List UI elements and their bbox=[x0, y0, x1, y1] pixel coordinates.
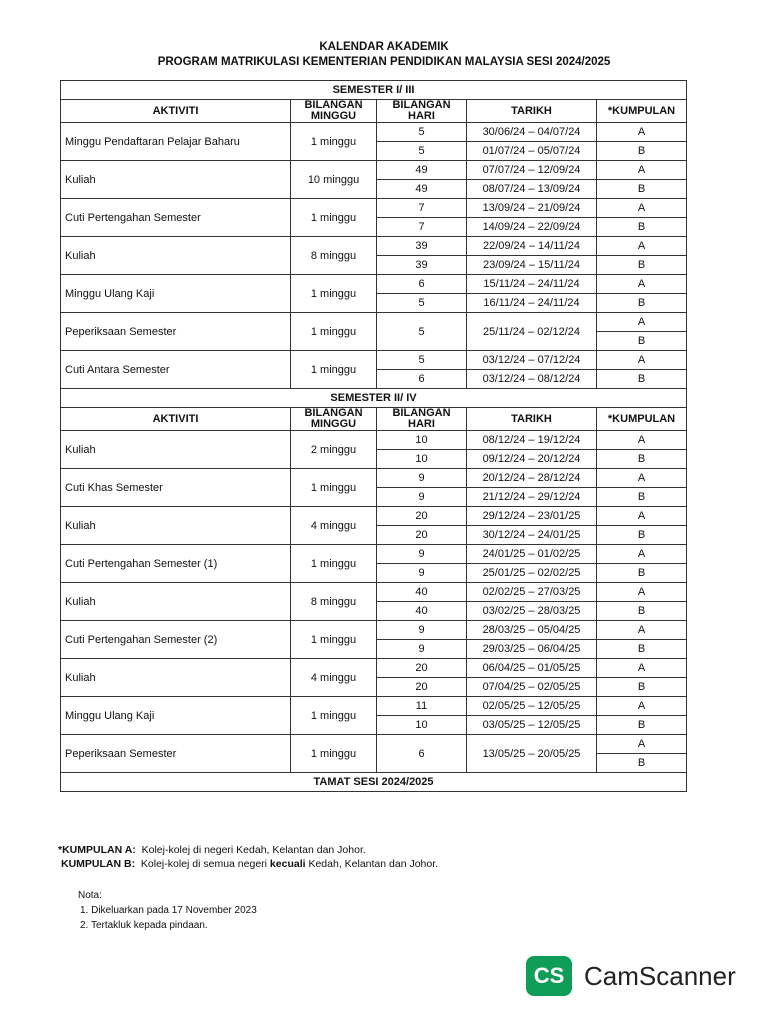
activity-group: A bbox=[597, 199, 687, 218]
end-row bbox=[61, 773, 687, 792]
activity-group: B bbox=[597, 294, 687, 313]
activity-name: Kuliah bbox=[61, 431, 291, 469]
activity-group: B bbox=[597, 640, 687, 659]
activity-group: A bbox=[597, 431, 687, 450]
activity-date: 08/07/24 – 13/09/24 bbox=[467, 180, 597, 199]
nota-item-2: 2. Tertakluk kepada pindaan. bbox=[80, 920, 208, 931]
activity-days: 39 bbox=[377, 256, 467, 275]
activity-group: A bbox=[597, 275, 687, 294]
activity-group: B bbox=[597, 180, 687, 199]
activity-weeks: 1 minggu bbox=[291, 697, 377, 735]
activity-days: 10 bbox=[377, 431, 467, 450]
activity-name: Minggu Pendaftaran Pelajar Baharu bbox=[61, 123, 291, 161]
activity-name: Minggu Ulang Kaji bbox=[61, 275, 291, 313]
activity-date: 06/04/25 – 01/05/25 bbox=[467, 659, 597, 678]
activity-days: 40 bbox=[377, 602, 467, 621]
semester-header-row bbox=[61, 81, 687, 100]
activity-date: 02/02/25 – 27/03/25 bbox=[467, 583, 597, 602]
column-header-hari: BILANGAN HARI bbox=[377, 408, 467, 431]
activity-days: 10 bbox=[377, 450, 467, 469]
activity-days: 6 bbox=[377, 370, 467, 389]
end-label: TAMAT SESI 2024/2025 bbox=[61, 773, 687, 792]
activity-group: B bbox=[597, 370, 687, 389]
activity-name: Peperiksaan Semester bbox=[61, 735, 291, 773]
column-header-minggu: BILANGAN MINGGU bbox=[291, 100, 377, 123]
activity-name: Cuti Khas Semester bbox=[61, 469, 291, 507]
camscanner-logo: CS bbox=[526, 956, 572, 996]
activity-group: A bbox=[597, 545, 687, 564]
activity-group: A bbox=[597, 351, 687, 370]
activity-weeks: 8 minggu bbox=[291, 583, 377, 621]
activity-name: Cuti Pertengahan Semester (2) bbox=[61, 621, 291, 659]
activity-days: 39 bbox=[377, 237, 467, 256]
column-header-aktiviti: AKTIVITI bbox=[61, 100, 291, 123]
table-row bbox=[61, 351, 687, 370]
activity-name: Cuti Antara Semester bbox=[61, 351, 291, 389]
table-row bbox=[61, 199, 687, 218]
activity-group: B bbox=[597, 256, 687, 275]
activity-weeks: 2 minggu bbox=[291, 431, 377, 469]
kumpulan-b-label: KUMPULAN B: bbox=[61, 858, 136, 870]
column-header-tarikh: TARIKH bbox=[467, 100, 597, 123]
doc-subtitle: PROGRAM MATRIKULASI KEMENTERIAN PENDIDIKAN MALAYSIA SESI 2024/2025 bbox=[157, 56, 611, 68]
activity-days: 20 bbox=[377, 659, 467, 678]
activity-group: B bbox=[597, 142, 687, 161]
activity-date: 03/02/25 – 28/03/25 bbox=[467, 602, 597, 621]
activity-days: 40 bbox=[377, 583, 467, 602]
activity-date: 23/09/24 – 15/11/24 bbox=[467, 256, 597, 275]
activity-group: B bbox=[597, 218, 687, 237]
activity-days: 5 bbox=[377, 294, 467, 313]
activity-days: 20 bbox=[377, 526, 467, 545]
table-row bbox=[61, 313, 687, 332]
table-row bbox=[61, 123, 687, 142]
activity-date: 01/07/24 – 05/07/24 bbox=[467, 142, 597, 161]
activity-date: 20/12/24 – 28/12/24 bbox=[467, 469, 597, 488]
activity-days: 6 bbox=[377, 735, 467, 773]
activity-weeks: 1 minggu bbox=[291, 351, 377, 389]
activity-date: 03/12/24 – 07/12/24 bbox=[467, 351, 597, 370]
activity-group: B bbox=[597, 678, 687, 697]
activity-days: 10 bbox=[377, 716, 467, 735]
activity-group: A bbox=[597, 313, 687, 332]
activity-group: A bbox=[597, 697, 687, 716]
activity-date: 15/11/24 – 24/11/24 bbox=[467, 275, 597, 294]
activity-name: Minggu Ulang Kaji bbox=[61, 697, 291, 735]
table-row bbox=[61, 275, 687, 294]
column-header-hari: BILANGAN HARI bbox=[377, 100, 467, 123]
column-header-aktiviti: AKTIVITI bbox=[61, 408, 291, 431]
table-row bbox=[61, 621, 687, 640]
activity-group: A bbox=[597, 583, 687, 602]
activity-date: 13/09/24 – 21/09/24 bbox=[467, 199, 597, 218]
activity-days: 11 bbox=[377, 697, 467, 716]
activity-date: 03/12/24 – 08/12/24 bbox=[467, 370, 597, 389]
activity-weeks: 1 minggu bbox=[291, 469, 377, 507]
column-header-row bbox=[61, 100, 687, 123]
activity-days: 9 bbox=[377, 564, 467, 583]
activity-date: 14/09/24 – 22/09/24 bbox=[467, 218, 597, 237]
activity-group: B bbox=[597, 602, 687, 621]
activity-days: 20 bbox=[377, 507, 467, 526]
activity-days: 49 bbox=[377, 180, 467, 199]
activity-weeks: 1 minggu bbox=[291, 199, 377, 237]
activity-group: B bbox=[597, 526, 687, 545]
activity-group: B bbox=[597, 488, 687, 507]
table-row bbox=[61, 431, 687, 450]
activity-name: Kuliah bbox=[61, 161, 291, 199]
activity-days: 9 bbox=[377, 545, 467, 564]
nota-label: Nota: bbox=[78, 890, 102, 901]
activity-name: Kuliah bbox=[61, 237, 291, 275]
activity-name: Kuliah bbox=[61, 659, 291, 697]
activity-date: 16/11/24 – 24/11/24 bbox=[467, 294, 597, 313]
activity-date: 21/12/24 – 29/12/24 bbox=[467, 488, 597, 507]
activity-group: B bbox=[597, 564, 687, 583]
activity-date: 07/07/24 – 12/09/24 bbox=[467, 161, 597, 180]
kumpulan-b-text-1: Kolej-kolej di semua negeri bbox=[140, 858, 267, 870]
nota-item-1: 1. Dikeluarkan pada 17 November 2023 bbox=[80, 905, 257, 916]
table-row bbox=[61, 583, 687, 602]
activity-group: A bbox=[597, 659, 687, 678]
activity-group: A bbox=[597, 123, 687, 142]
activity-weeks: 8 minggu bbox=[291, 237, 377, 275]
doc-title: KALENDAR AKADEMIK bbox=[319, 41, 449, 53]
activity-date: 25/01/25 – 02/02/25 bbox=[467, 564, 597, 583]
activity-days: 9 bbox=[377, 469, 467, 488]
kumpulan-a-text: Kolej-kolej di negeri Kedah, Kelantan dan Johor. bbox=[141, 844, 366, 856]
column-header-tarikh: TARIKH bbox=[467, 408, 597, 431]
table-row bbox=[61, 161, 687, 180]
activity-days: 5 bbox=[377, 123, 467, 142]
kumpulan-a-label: *KUMPULAN A: bbox=[58, 844, 136, 856]
activity-weeks: 4 minggu bbox=[291, 659, 377, 697]
table-row bbox=[61, 507, 687, 526]
activity-group: B bbox=[597, 754, 687, 773]
activity-date: 22/09/24 – 14/11/24 bbox=[467, 237, 597, 256]
activity-days: 9 bbox=[377, 488, 467, 507]
activity-weeks: 4 minggu bbox=[291, 507, 377, 545]
activity-date: 25/11/24 – 02/12/24 bbox=[467, 313, 597, 351]
activity-name: Peperiksaan Semester bbox=[61, 313, 291, 351]
table-row bbox=[61, 469, 687, 488]
activity-date: 30/06/24 – 04/07/24 bbox=[467, 123, 597, 142]
kumpulan-b-text-bold: kecuali bbox=[269, 858, 306, 870]
table-row bbox=[61, 735, 687, 754]
column-header-kumpulan: *KUMPULAN bbox=[597, 100, 687, 123]
table-row bbox=[61, 237, 687, 256]
activity-days: 49 bbox=[377, 161, 467, 180]
activity-date: 03/05/25 – 12/05/25 bbox=[467, 716, 597, 735]
activity-weeks: 1 minggu bbox=[291, 735, 377, 773]
activity-weeks: 1 minggu bbox=[291, 313, 377, 351]
activity-days: 5 bbox=[377, 313, 467, 351]
activity-name: Kuliah bbox=[61, 507, 291, 545]
semester-title: SEMESTER II/ IV bbox=[61, 389, 687, 408]
activity-weeks: 1 minggu bbox=[291, 123, 377, 161]
nota-section bbox=[78, 888, 257, 933]
calendar-table bbox=[60, 80, 687, 792]
kumpulan-footnote bbox=[58, 843, 438, 871]
activity-group: B bbox=[597, 716, 687, 735]
activity-date: 08/12/24 – 19/12/24 bbox=[467, 431, 597, 450]
activity-date: 29/12/24 – 23/01/25 bbox=[467, 507, 597, 526]
activity-group: A bbox=[597, 469, 687, 488]
table-row bbox=[61, 659, 687, 678]
activity-name: Kuliah bbox=[61, 583, 291, 621]
activity-days: 5 bbox=[377, 142, 467, 161]
activity-group: A bbox=[597, 161, 687, 180]
activity-group: A bbox=[597, 621, 687, 640]
activity-group: A bbox=[597, 735, 687, 754]
activity-days: 6 bbox=[377, 275, 467, 294]
activity-days: 7 bbox=[377, 218, 467, 237]
activity-weeks: 1 minggu bbox=[291, 545, 377, 583]
activity-days: 9 bbox=[377, 640, 467, 659]
activity-date: 30/12/24 – 24/01/25 bbox=[467, 526, 597, 545]
column-header-minggu: BILANGAN MINGGU bbox=[291, 408, 377, 431]
activity-group: A bbox=[597, 507, 687, 526]
activity-date: 13/05/25 – 20/05/25 bbox=[467, 735, 597, 773]
activity-group: B bbox=[597, 450, 687, 469]
activity-days: 5 bbox=[377, 351, 467, 370]
camscanner-watermark: CamScanner bbox=[584, 961, 736, 991]
activity-weeks: 1 minggu bbox=[291, 621, 377, 659]
activity-name: Cuti Pertengahan Semester (1) bbox=[61, 545, 291, 583]
table-row bbox=[61, 697, 687, 716]
activity-group: B bbox=[597, 332, 687, 351]
activity-date: 24/01/25 – 01/02/25 bbox=[467, 545, 597, 564]
column-header-kumpulan: *KUMPULAN bbox=[597, 408, 687, 431]
semester-title: SEMESTER I/ III bbox=[61, 81, 687, 100]
activity-date: 09/12/24 – 20/12/24 bbox=[467, 450, 597, 469]
semester-header-row bbox=[61, 389, 687, 408]
activity-date: 07/04/25 – 02/05/25 bbox=[467, 678, 597, 697]
activity-weeks: 10 minggu bbox=[291, 161, 377, 199]
activity-date: 29/03/25 – 06/04/25 bbox=[467, 640, 597, 659]
activity-days: 9 bbox=[377, 621, 467, 640]
activity-days: 7 bbox=[377, 199, 467, 218]
column-header-row bbox=[61, 408, 687, 431]
activity-name: Cuti Pertengahan Semester bbox=[61, 199, 291, 237]
kumpulan-b-text-2: Kedah, Kelantan dan Johor. bbox=[308, 858, 439, 870]
activity-date: 28/03/25 – 05/04/25 bbox=[467, 621, 597, 640]
table-row bbox=[61, 545, 687, 564]
activity-days: 20 bbox=[377, 678, 467, 697]
activity-weeks: 1 minggu bbox=[291, 275, 377, 313]
activity-group: A bbox=[597, 237, 687, 256]
activity-date: 02/05/25 – 12/05/25 bbox=[467, 697, 597, 716]
